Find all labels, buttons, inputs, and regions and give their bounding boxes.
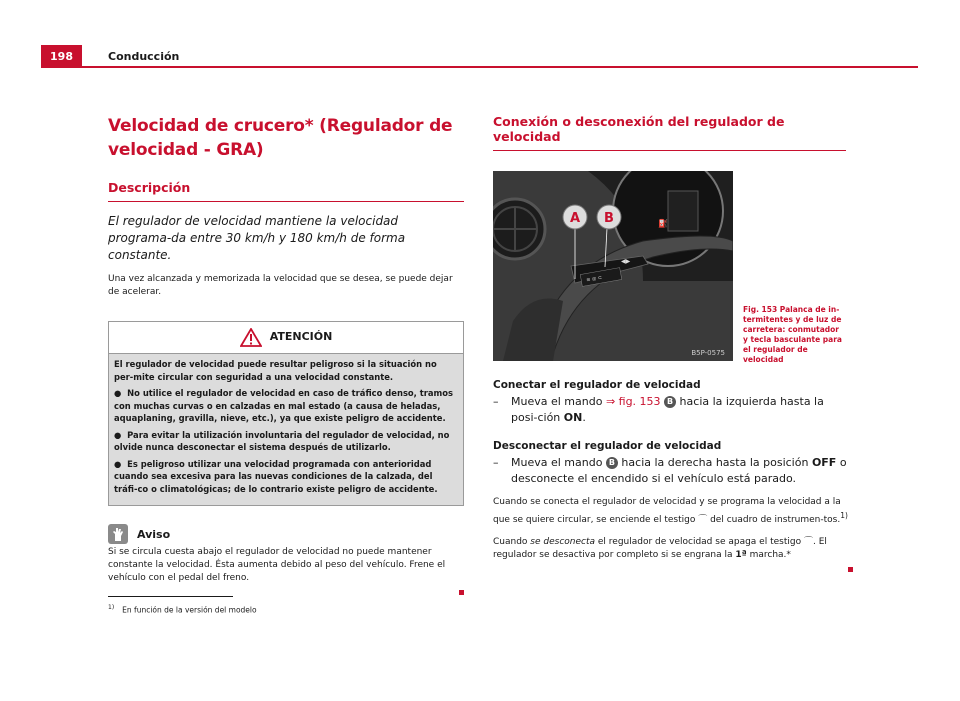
connect-heading: Conectar el regulador de velocidad xyxy=(493,379,701,391)
lead-text: El regulador de velocidad mantiene la velocidad programa-da entre 30 km/h y 180 km/h de forma constante. xyxy=(108,214,406,262)
svg-text:≋ ◎ ⊂: ≋ ◎ ⊂ xyxy=(585,274,603,284)
figure-caption: Fig. 153 Palanca de in-termitentes y de luz de carretera: conmutador y tecla basculante para el regulador de velocidad xyxy=(743,305,842,364)
warning-header xyxy=(109,322,463,354)
info-paragraph: Cuando se conecta el regulador de velocidad y se programa la velocidad a la que se quiere circular, se enciende el testigo ⌒ del cuadro de instrumen-tos.$^{1)}$ xyxy=(493,497,848,525)
control-badge-b: B xyxy=(664,396,676,408)
left-column xyxy=(108,114,464,600)
right-section-title: Conexión o desconexión del regulador de velocidad xyxy=(493,114,846,151)
disconnect-step: – Mueva el mando B hacia la derecha hasta la posición OFF o desconecte el encendido si el vehículo está parado. xyxy=(493,456,847,485)
subsection-title: Descripción xyxy=(108,180,464,202)
section-end-marker xyxy=(459,590,464,595)
warning-bullet: ● Es peligroso utilizar una velocidad programada con anterioridad cuando sea excesiva para las nuevas condiciones de la calzada, del tráfi-co o climatológicas; de lo contrario existe peligro de accidente. xyxy=(114,458,438,494)
svg-text:◀▶: ◀▶ xyxy=(621,258,631,265)
svg-text:⛽: ⛽ xyxy=(658,219,668,228)
footnote: $^{1)}$ En función de la versión del modelo xyxy=(108,604,257,615)
warning-bullet: ● Para evitar la utilización involuntaria del regulador de velocidad, no olvide nunca desconectar el sistema después de utilizarlo. xyxy=(114,429,450,452)
body-paragraph: Una vez alcanzada y memorizada la velocidad que se desea, se puede dejar de acelerar. xyxy=(108,274,453,297)
control-badge-b: B xyxy=(606,457,618,469)
section-end-marker xyxy=(848,567,853,572)
note-hand-icon xyxy=(108,524,128,544)
warning-intro: El regulador de velocidad puede resultar peligroso si la situación no per-mite circular con seguridad a una velocidad constante. xyxy=(114,359,437,382)
warning-bullet: ● No utilice el regulador de velocidad en caso de tráfico denso, tramos con muchas curvas o en calzadas en mal estado (a causa de heladas, aquaplaning, gravilla, nieve, etc.), ya que existe peligro de accidente. xyxy=(114,388,454,423)
page-title: Velocidad de crucero* (Regulador de velocidad - GRA) xyxy=(108,116,453,160)
note-block xyxy=(108,524,464,600)
connect-step: – Mueva el mando ⇒ fig. 153 B hacia la izquierda hasta la posi-ción ON. xyxy=(493,395,824,424)
figure-reference-link[interactable]: ⇒ fig. 153 xyxy=(605,395,661,408)
note-title: Aviso xyxy=(137,527,171,541)
warning-title: ATENCIÓN xyxy=(269,330,333,344)
right-column xyxy=(493,114,853,577)
figure-code: B5P-0575 xyxy=(691,349,725,357)
footnote-rule xyxy=(108,596,233,597)
note-header xyxy=(108,524,464,544)
section-title: Conducción xyxy=(108,50,180,63)
note-text: Si se circula cuesta abajo el regulador de velocidad no puede mantener constante la velocidad. Ésta aumenta debido al peso del vehículo. Frene el vehículo con el pedal del freno. xyxy=(108,546,464,600)
info-paragraph: Cuando se desconecta el regulador de velocidad se apaga el testigo ⌒. El regulador se desactiva por completo si se engrana la 1ª marcha.* xyxy=(493,536,853,577)
figure-label-a: A xyxy=(569,211,581,226)
figure-label-b: B xyxy=(604,211,614,226)
disconnect-heading: Desconectar el regulador de velocidad xyxy=(493,440,722,452)
header-rule xyxy=(41,66,918,68)
cruise-lamp-icon: ⌒ xyxy=(803,537,813,547)
footnote-ref: 1) xyxy=(840,511,848,520)
warning-triangle-icon xyxy=(240,328,262,347)
cruise-lamp-icon: ⌒ xyxy=(698,515,708,525)
stalk-figure xyxy=(493,171,733,361)
warning-box xyxy=(108,321,464,506)
page-number: 198 xyxy=(41,45,82,67)
warning-body xyxy=(109,354,463,505)
